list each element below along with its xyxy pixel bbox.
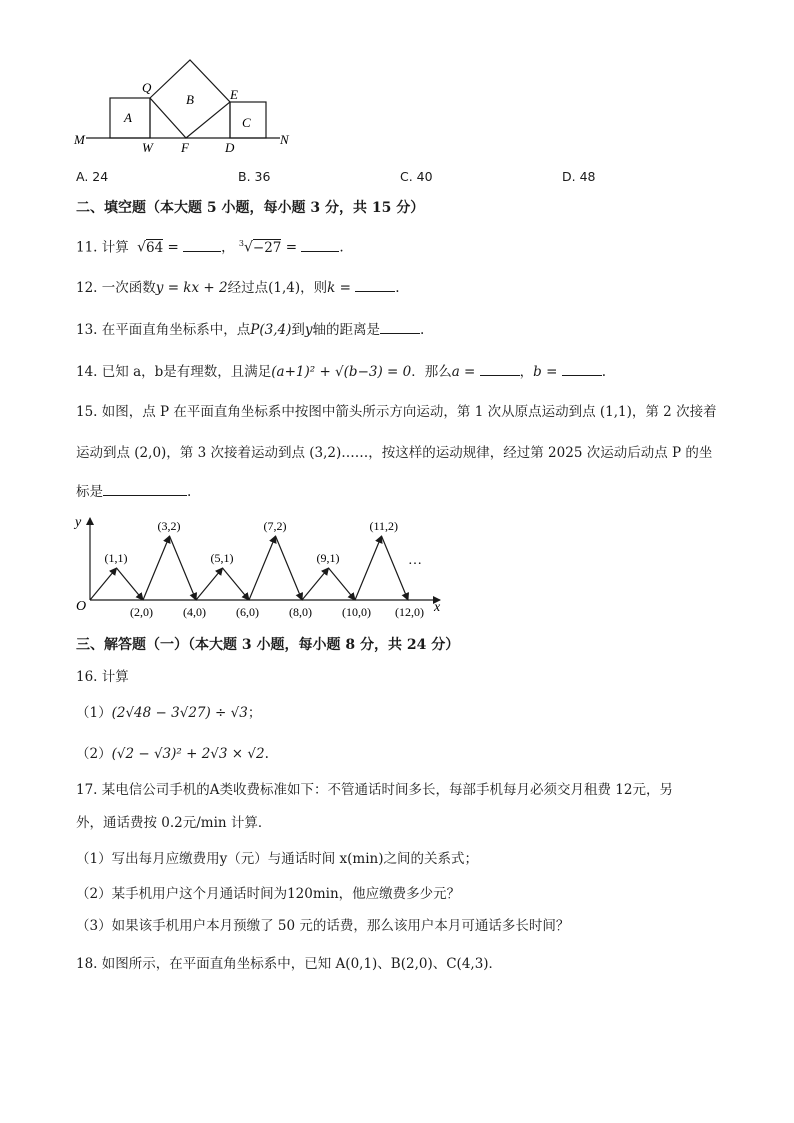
section-2-title: 二、填空题（本大题 5 小题，每小题 3 分，共 15 分） — [76, 200, 425, 216]
label-q: Q — [142, 80, 152, 95]
label-m: M — [74, 132, 85, 147]
answer-blank[interactable] — [562, 361, 602, 376]
bottom-label: (10,0) — [342, 605, 371, 619]
ellipsis: … — [408, 553, 422, 568]
label-a: A — [124, 110, 132, 125]
path-segment — [249, 536, 276, 600]
x-axis-label: x — [434, 600, 441, 615]
path-segment — [276, 536, 303, 600]
path-segment — [382, 536, 409, 600]
question-15-line-3: 标是 . — [76, 481, 191, 501]
question-14: 14. 已知 a，b是有理数，且满足(a+1)² + √(b−3) = 0．那么a = ，b = . — [76, 361, 606, 381]
path-segment — [355, 536, 382, 600]
question-17-part-1: （1）写出每月应缴费用y（元）与通话时间 x(min)之间的关系式； — [76, 851, 478, 867]
label-d: D — [225, 140, 235, 155]
answer-blank[interactable] — [103, 481, 187, 496]
answer-blank[interactable] — [355, 277, 395, 292]
path-segment — [170, 536, 197, 600]
answer-blank[interactable] — [183, 237, 221, 252]
option-c[interactable]: C. 40 — [400, 169, 433, 184]
path-segment — [117, 568, 144, 600]
origin-label: O — [76, 599, 87, 614]
path-segment — [329, 568, 356, 600]
path-segment — [196, 568, 223, 600]
question-15-line-2: 运动到点 (2,0)，第 3 次接着运动到点 (3,2)……，按这样的运动规律，经过第 2025 次运动后动点 P 的坐 — [76, 445, 713, 461]
label-b: B — [186, 92, 194, 107]
question-15-line-1: 15. 如图，点 P 在平面直角坐标系中按图中箭头所示方向运动，第 1 次从原点运动到点 (1,1)，第 2 次接着 — [76, 404, 717, 420]
path-segment — [223, 568, 250, 600]
peak-label: (1,1) — [104, 551, 128, 565]
question-12: 12. 一次函数y = kx + 2经过点(1,4)，则k = . — [76, 277, 400, 297]
question-16-part-2: （2）(√2 − √3)² + 2√3 × √2. — [76, 746, 269, 762]
answer-blank[interactable] — [380, 319, 420, 334]
label-f: F — [181, 140, 189, 155]
peak-label: (9,1) — [316, 551, 340, 565]
bottom-label: (2,0) — [130, 605, 153, 619]
option-b[interactable]: B. 36 — [238, 169, 271, 184]
question-16-head: 16. 计算 — [76, 669, 129, 685]
label-w: W — [142, 140, 153, 155]
path-segment — [302, 568, 329, 600]
option-a[interactable]: A. 24 — [76, 169, 109, 184]
path-segment — [90, 568, 117, 600]
question-17-line-1: 17. 某电信公司手机的A类收费标准如下：不管通话时间多长，每部手机每月必须交月租费 12元，另 — [76, 782, 673, 798]
label-n: N — [280, 132, 289, 147]
option-d[interactable]: D. 48 — [562, 169, 596, 184]
question-13: 13. 在平面直角坐标系中，点P(3,4)到y轴的距离是 . — [76, 319, 424, 339]
peak-label: (3,2) — [157, 519, 181, 533]
path-segment — [143, 536, 170, 600]
question-16-part-1: （1）(2√48 − 3√27) ÷ √3； — [76, 705, 262, 721]
answer-blank[interactable] — [301, 237, 339, 252]
bottom-label: (4,0) — [183, 605, 206, 619]
peak-label: (11,2) — [369, 519, 399, 533]
question-17-part-3: （3）如果该手机用户本月预缴了 50 元的话费，那么该用户本月可通话多长时间？ — [76, 918, 570, 934]
section-3-title: 三、解答题（一）（本大题 3 小题，每小题 8 分，共 24 分） — [76, 637, 460, 653]
bottom-label: (6,0) — [236, 605, 259, 619]
squares-figure — [70, 52, 300, 157]
peak-label: (7,2) — [263, 519, 287, 533]
question-17-line-2: 外，通话费按 0.2元/min 计算． — [76, 815, 272, 831]
bottom-label: (12,0) — [395, 605, 424, 619]
question-18: 18. 如图所示，在平面直角坐标系中，已知 A(0,1)、B(2,0)、C(4,3)． — [76, 956, 503, 972]
question-11: 11. 计算 √64 = ， $^3$√−27 = . — [76, 235, 344, 257]
label-c: C — [242, 115, 251, 130]
label-e: E — [230, 87, 238, 102]
bottom-label: (8,0) — [289, 605, 312, 619]
path-figure — [70, 512, 450, 624]
answer-blank[interactable] — [480, 361, 520, 376]
y-axis-label: y — [75, 515, 82, 530]
peak-label: (5,1) — [210, 551, 234, 565]
question-17-part-2: （2）某手机用户这个月通话时间为120min，他应缴费多少元？ — [76, 886, 461, 902]
